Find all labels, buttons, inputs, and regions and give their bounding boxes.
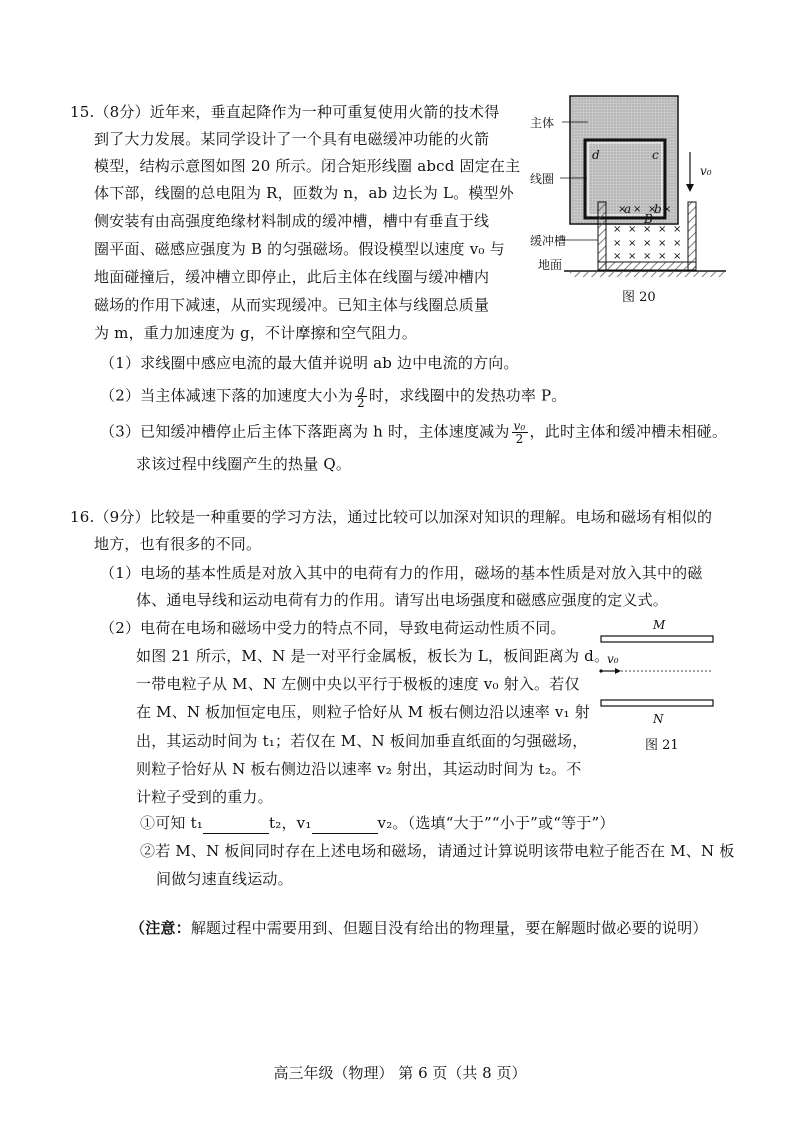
label-body: 主体	[530, 116, 555, 130]
svg-text:×: ×	[628, 251, 637, 262]
q16-sub1-line-1: （1）电场的基本性质是对放入其中的电荷有力的作用，磁场的基本性质是对放入其中的磁	[100, 564, 703, 582]
item1-part-a: ①可知 t₁	[140, 814, 204, 832]
figure-20	[530, 92, 730, 312]
svg-text:×: ×	[613, 224, 622, 235]
figure-21-caption: 图 21	[645, 738, 679, 753]
label-v0-fig21: v₀	[607, 652, 619, 666]
svg-text:×: ×	[643, 251, 652, 262]
label-buffer-slot: 缓冲槽	[530, 234, 567, 248]
q15-text-line-2: 到了大力发展。某同学设计了一个具有电磁缓冲功能的火箭	[94, 130, 490, 148]
svg-text:×: ×	[628, 238, 637, 249]
answer-blank-2[interactable]	[312, 819, 378, 834]
label-coil: 线圈	[530, 172, 555, 186]
svg-text:×: ×	[663, 204, 672, 215]
q15-sub3-pre: （3）已知缓冲槽停止后主体下落距离为 h 时，主体速度减为	[100, 422, 510, 441]
slot-bottom	[598, 262, 696, 270]
plate-N	[601, 700, 713, 706]
q16-sub2-line-3: 一带电粒子从 M、N 左侧中央以平行于极板的速度 v₀ 射入。若仅	[136, 675, 580, 693]
label-M: M	[653, 618, 666, 632]
note-text: 解题过程中需要用到、但题目没有给出的物理量，要在解题时做必要的说明）	[190, 919, 708, 937]
svg-text:×: ×	[628, 224, 637, 235]
item1-part-c: v₂。（选填“大于”“小于”或“等于”）	[377, 814, 615, 832]
svg-text:×: ×	[618, 204, 627, 215]
svg-text:×: ×	[643, 238, 652, 249]
figure-20-caption: 图 20	[622, 290, 656, 305]
q16-sub2-line-7: 计粒子受到的重力。	[136, 788, 273, 806]
svg-text:×: ×	[673, 224, 682, 235]
q16-sub2-line-2: 如图 21 所示，M、N 是一对平行金属板，板长为 L，板间距离为 d。	[136, 647, 610, 665]
q15-text-line-4: 体下部，线圈的总电阻为 R，匝数为 n，ab 边长为 L。模型外	[94, 184, 514, 202]
q15-text-line-6: 圈平面、磁感应强度为 B 的匀强磁场。假设模型以速度 v₀ 与	[94, 240, 505, 258]
svg-text:×: ×	[658, 224, 667, 235]
q16-sub2-line-4: 在 M、N 板加恒定电压，则粒子恰好从 M 板右侧边沿以速率 v₁ 射	[136, 703, 590, 721]
plate-M	[601, 636, 713, 642]
q15-sub3	[100, 420, 727, 445]
q15-text-line-5: 侧安装有由高强度绝缘材料制成的缓冲槽，槽中有垂直于线	[94, 212, 490, 230]
slot-wall-left	[598, 202, 606, 270]
q16-item-2-line-2: 间做匀速直线运动。	[156, 870, 293, 888]
q16-sub2-line-1: （2）电荷在电场和磁场中受力的特点不同，导致电荷运动性质不同。	[100, 619, 566, 637]
svg-text:×: ×	[673, 238, 682, 249]
q15-text-line-7: 地面碰撞后，缓冲槽立即停止，此后主体在线圈与缓冲槽内	[94, 268, 490, 286]
q16-item-1	[140, 812, 615, 834]
note	[130, 917, 708, 939]
label-b: b	[654, 202, 662, 216]
q15-text-line-1: 15.（8分）近年来，垂直起降作为一种可重复使用火箭的技术得	[70, 103, 500, 121]
label-B: B	[644, 212, 653, 226]
svg-text:×: ×	[643, 224, 652, 235]
slot-wall-right	[688, 202, 696, 270]
svg-text:×: ×	[648, 204, 657, 215]
page-footer: 高三年级（物理） 第 6 页（共 8 页）	[273, 1064, 527, 1082]
fraction-numerator: g	[356, 383, 365, 397]
q15-sub3-post: ，此时主体和缓冲槽未相碰。	[529, 422, 728, 441]
answer-blank-1[interactable]	[203, 819, 269, 834]
svg-text:×: ×	[658, 251, 667, 262]
q16-sub2-line-6: 则粒子恰好从 N 板右侧边沿以速率 v₂ 射出，其运动时间为 t₂。不	[136, 760, 582, 778]
fraction-denominator: 2	[515, 432, 524, 446]
svg-text:×: ×	[613, 238, 622, 249]
q15-sub3-fraction	[512, 420, 528, 445]
svg-text:×: ×	[613, 251, 622, 262]
q15-text-line-9: 为 m，重力加速度为 g，不计摩擦和空气阻力。	[94, 324, 417, 342]
q16-sub2-line-5: 出，其运动时间为 t₁；若仅在 M、N 板间加垂直纸面的匀强磁场，	[136, 732, 588, 750]
svg-text:×: ×	[633, 204, 642, 215]
q15-text-line-3: 模型，结构示意图如图 20 所示。闭合矩形线圈 abcd 固定在主	[94, 157, 521, 175]
q15-sub3-line-2: 求该过程中线圈产生的热量 Q。	[136, 455, 352, 473]
fraction-numerator: v₀	[513, 419, 526, 433]
note-bold: （注意：	[130, 919, 191, 937]
figure-21	[595, 614, 725, 754]
q16-sub1-line-2: 体、通电导线和运动电荷有力的作用。请写出电场强度和磁感应强度的定义式。	[136, 591, 669, 609]
label-N: N	[653, 712, 664, 726]
q16-item-2-line-1: ②若 M、N 板间同时存在上述电场和磁场，请通过计算说明该带电粒子能否在 M、N 板	[140, 842, 735, 860]
q15-sub2-pre: （2）当主体减速下落的加速度大小为	[100, 386, 353, 405]
label-v0: v₀	[700, 164, 712, 178]
label-a: a	[624, 202, 632, 216]
ground-hatch	[570, 271, 724, 277]
label-d: d	[592, 148, 600, 162]
q15-text-line-8: 磁场的作用下减速，从而实现缓冲。已知主体与线圈总质量	[94, 296, 490, 314]
particle	[599, 669, 602, 672]
q15-sub2-post: 时，求线圈中的发热功率 P。	[368, 386, 567, 405]
q15-sub1: （1）求线圈中感应电流的最大值并说明 ab 边中电流的方向。	[100, 354, 519, 372]
item1-part-b: t₂，v₁	[269, 814, 312, 832]
q16-text-line-1: 16.（9分）比较是一种重要的学习方法，通过比较可以加深对知识的理解。电场和磁场有相似的	[70, 508, 713, 526]
svg-text:×: ×	[673, 251, 682, 262]
label-c: c	[652, 148, 659, 162]
label-ground: 地面	[538, 258, 563, 272]
svg-text:×: ×	[658, 238, 667, 249]
q16-text-line-2: 地方，也有很多的不同。	[94, 535, 262, 553]
q15-sub2	[100, 384, 567, 409]
q15-sub2-fraction	[355, 384, 367, 409]
fraction-denominator: 2	[356, 396, 365, 410]
